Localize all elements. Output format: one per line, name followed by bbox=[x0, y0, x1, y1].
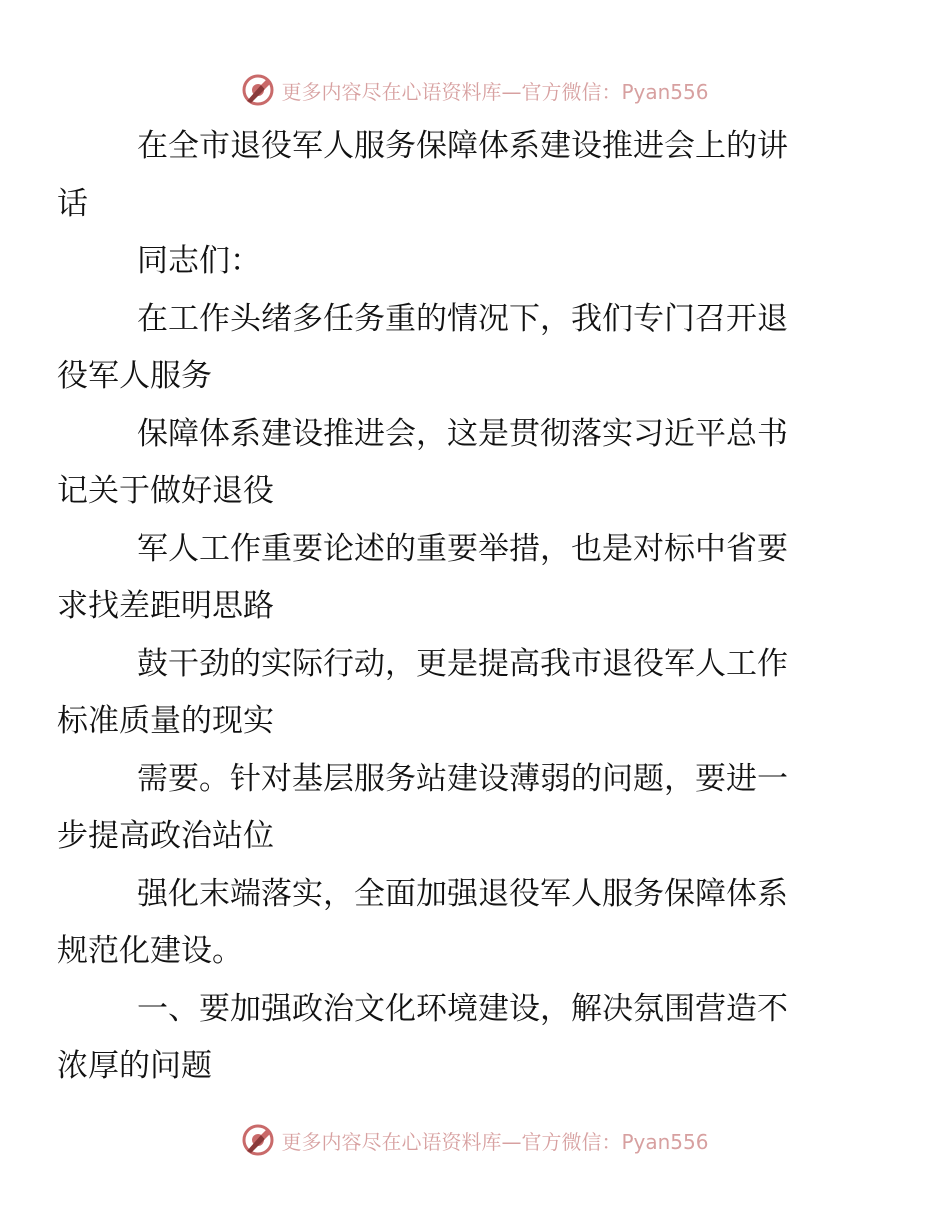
paragraph: 在工作头绪多任务重的情况下，我们专门召开退 役军人服务 bbox=[57, 300, 788, 394]
paragraph-heading-1: 一、要加强政治文化环境建设，解决氛围营造不 浓厚的问题 bbox=[57, 990, 788, 1084]
footer-watermark bbox=[0, 1120, 950, 1160]
paragraph: 鼓干劲的实际行动，更是提高我市退役军人工作 标准质量的现实 bbox=[57, 645, 788, 739]
document-body bbox=[57, 118, 857, 1096]
paragraph: 强化末端落实，全面加强退役军人服务保障体系 规范化建设。 bbox=[57, 875, 788, 969]
header-watermark bbox=[0, 70, 950, 110]
paragraph: 需要。针对基层服务站建设薄弱的问题，要进一 步提高政治站位 bbox=[57, 760, 788, 854]
paragraph: 保障体系建设推进会，这是贯彻落实习近平总书 记关于做好退役 bbox=[57, 415, 788, 509]
watermark-text: 更多内容尽在心语资料库—官方微信：Pyan556 bbox=[281, 1129, 709, 1154]
watermark-text: 更多内容尽在心语资料库—官方微信：Pyan556 bbox=[281, 79, 709, 104]
paragraph-greeting: 同志们： bbox=[137, 243, 261, 279]
pen-logo-icon bbox=[241, 1123, 275, 1157]
paragraph-title: 在全市退役军人服务保障体系建设推进会上的讲 话 bbox=[57, 128, 788, 222]
pen-logo-icon bbox=[241, 73, 275, 107]
paragraph: 军人工作重要论述的重要举措，也是对标中省要 求找差距明思路 bbox=[57, 530, 788, 624]
